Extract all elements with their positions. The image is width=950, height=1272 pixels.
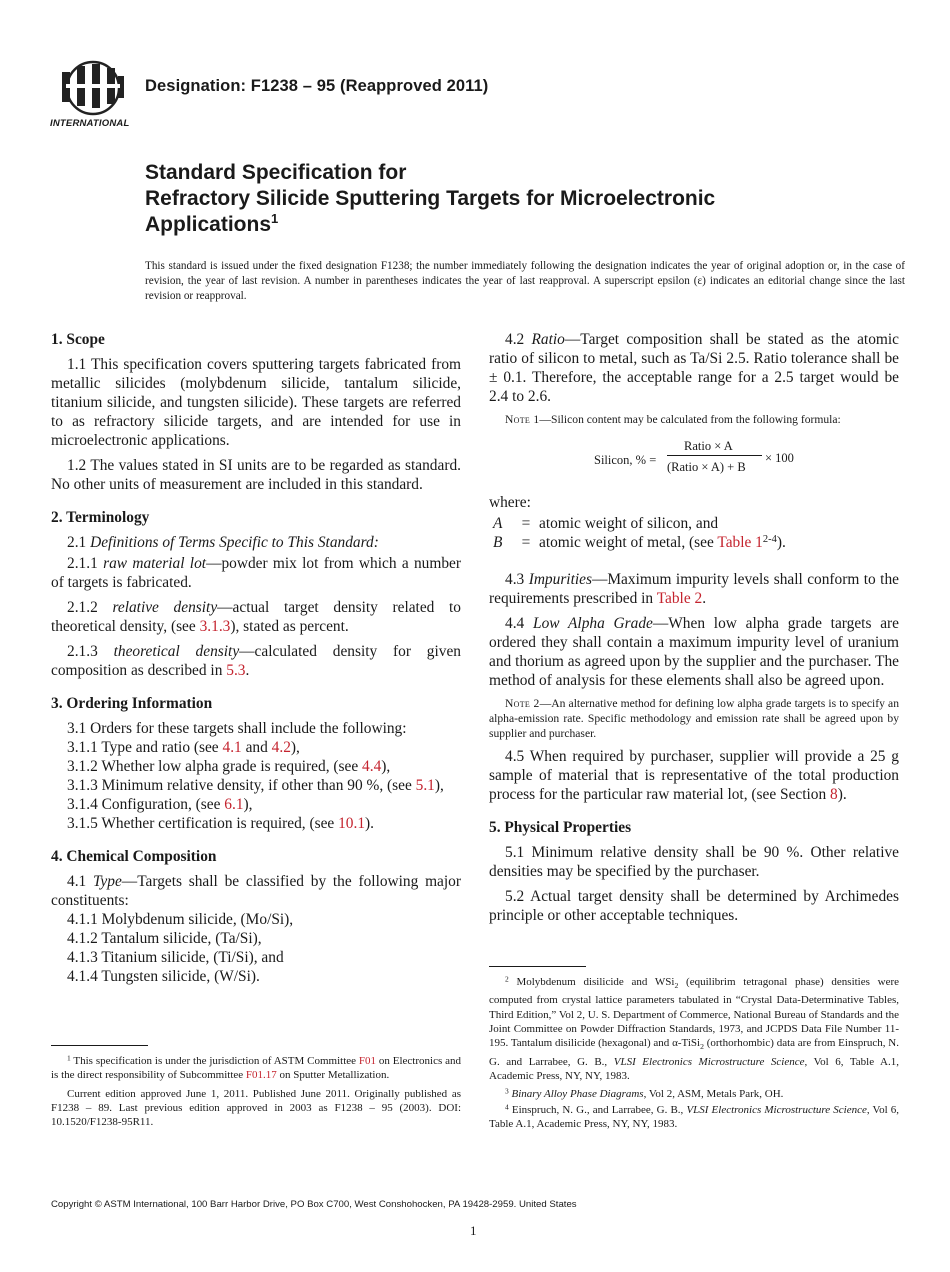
para-2-1-2: 2.1.2 relative density—actual target density related to theoretical density, (see 3.1.3), stated as percent. bbox=[51, 599, 461, 635]
title-line-2: Refractory Silicide Sputtering Targets for Microelectronic bbox=[145, 187, 716, 210]
item-4-1-2: 4.1.2 Tantalum silicide, (Ta/Si), bbox=[67, 930, 262, 947]
formula-denominator: (Ratio × A) + B bbox=[667, 460, 746, 474]
item-4-1-3: 4.1.3 Titanium silicide, (Ti/Si), and bbox=[67, 949, 284, 966]
formula-fraction-bar bbox=[667, 455, 762, 456]
copyright: Copyright © ASTM International, 100 Barr Harbor Drive, PO Box C700, West Conshohocken, PA 19428-2959. United States bbox=[51, 1199, 577, 1210]
item-3-1-5: 3.1.5 Whether certification is required, (see 10.1). bbox=[67, 815, 375, 832]
document-title bbox=[145, 160, 865, 238]
para-1-2: 1.2 The values stated in SI units are to be regarded as standard. No other units of measurement are included in this standard. bbox=[51, 457, 461, 493]
para-4-1: 4.1 Type—Targets shall be classified by the following major constituents: bbox=[51, 873, 461, 909]
para-4-2: 4.2 Ratio—Target composition shall be stated as the atomic ratio of silicon to metal, such as Ta/Si 2.5. Ratio tolerance shall be ± 0.1. Therefore, the acceptable range for a 2.5 target would be 2.4 to 2.6. bbox=[489, 331, 899, 405]
left-column bbox=[51, 330, 461, 992]
link-6-1[interactable]: 6.1 bbox=[224, 796, 244, 813]
item-4-1-4: 4.1.4 Tungsten silicide, (W/Si). bbox=[67, 968, 260, 985]
title-line-1: Standard Specification for bbox=[145, 161, 407, 184]
para-4-4: 4.4 Low Alpha Grade—When low alpha grade targets are ordered they shall contain a maximum impurity level of uranium and thorium as agreed upon by the supplier and the purchaser. The method of analysis for these elements shall also be agreed upon. bbox=[489, 615, 899, 689]
astm-logo bbox=[52, 58, 134, 132]
right-column bbox=[489, 330, 899, 931]
section-4-heading: 4. Chemical Composition bbox=[51, 848, 217, 865]
formula-tail: × 100 bbox=[765, 451, 794, 465]
para-2-1: 2.1 Definitions of Terms Specific to This Standard: bbox=[67, 534, 379, 551]
footnote-rule-right bbox=[489, 966, 586, 967]
note-2: Note 2—An alternative method for defining low alpha grade targets is to specify an alpha-emission rate. Specific methodology and emission rate shall be agreed upon by supplier and purchaser. bbox=[489, 697, 899, 740]
footnote-2: $^2$ Molybdenum disilicide and WSi$_2$ (equilibrim tetragonal phase) densities were computed from crystal lattice parameters tabulated in “Crystal Data-Determinative Tables, Third Edition,” Vol 2, U. S. Department of Commerce, National Bureau of Standards and the Joint Committee on Powder Diffraction Standards, 1973, and JCPDS Data File Number 11-195. Tantalum disilicide (hexagonal) and α-TiSi$_2$ (orthorhombic) data are from Einspruch, N. G. and Larrabee, G. B., VLSI Electronics Microstructure Science, Vol 6, Table A.1, Academic Press, NY, NY, 1983. bbox=[489, 974, 899, 1083]
link-f01[interactable]: F01 bbox=[358, 1055, 377, 1067]
para-5-2: 5.2 Actual target density shall be determined by Archimedes principle or other acceptable techniques. bbox=[489, 888, 899, 924]
para-3-1: 3.1 Orders for these targets shall include the following: bbox=[67, 720, 407, 737]
footnote-4: $^4$ Einspruch, N. G., and Larrabee, G. B., VLSI Electronics Microstructure Science, Vol 6, Table A.1, Academic Press, NY, NY, 1983. bbox=[489, 1102, 900, 1131]
item-3-1-4: 3.1.4 Configuration, (see 6.1), bbox=[67, 796, 253, 813]
definition-b: B = atomic weight of metal, (see Table 1$^{2-4}$). bbox=[493, 533, 786, 551]
footnotes-left bbox=[51, 1039, 461, 1133]
note-1: Note 1—Silicon content may be calculated from the following formula: bbox=[505, 413, 841, 426]
link-f01-17[interactable]: F01.17 bbox=[245, 1069, 277, 1082]
title-line-3-text: Applications bbox=[145, 213, 272, 236]
definitions bbox=[489, 514, 899, 552]
item-3-1-2: 3.1.2 Whether low alpha grade is required, (see 4.4), bbox=[67, 758, 391, 775]
section-2-heading: 2. Terminology bbox=[51, 509, 150, 526]
item-3-1-3: 3.1.3 Minimum relative density, if other than 90 %, (see 5.1), bbox=[67, 777, 444, 794]
link-10-1[interactable]: 10.1 bbox=[338, 815, 366, 832]
definition-a: A = atomic weight of silicon, and bbox=[493, 515, 719, 532]
page-number: 1 bbox=[470, 1223, 477, 1238]
item-4-1-1: 4.1.1 Molybdenum silicide, (Mo/Si), bbox=[67, 911, 294, 928]
formula-lhs: Silicon, % = bbox=[594, 453, 657, 467]
para-4-5: 4.5 When required by purchaser, supplier will provide a 25 g sample of material that is representative of the total production process for the particular raw material lot, (see Section 8). bbox=[489, 748, 899, 803]
link-section-8[interactable]: 8 bbox=[830, 786, 838, 803]
footnote-rule bbox=[51, 1045, 148, 1046]
link-table-1[interactable]: Table 1 bbox=[717, 534, 763, 551]
link-table-2[interactable]: Table 2 bbox=[656, 590, 703, 607]
para-2-1-3: 2.1.3 theoretical density—calculated density for given composition as described in 5.3. bbox=[51, 643, 462, 679]
para-5-1: 5.1 Minimum relative density shall be 90 %. Other relative densities may be specified by the purchaser. bbox=[489, 844, 899, 880]
section-1-heading: 1. Scope bbox=[51, 331, 105, 348]
where-label: where: bbox=[489, 494, 531, 511]
para-4-3: 4.3 Impurities—Maximum impurity levels shall conform to the requirements prescribed in Table 2. bbox=[489, 571, 899, 607]
link-5-3[interactable]: 5.3 bbox=[226, 662, 246, 679]
title-footnote-mark[interactable]: 1 bbox=[271, 211, 279, 226]
para-2-1-1: 2.1.1 raw material lot—powder mix lot from which a number of targets is fabricated. bbox=[51, 555, 461, 591]
link-3-1-3[interactable]: 3.1.3 bbox=[199, 618, 231, 635]
link-4-2[interactable]: 4.2 bbox=[271, 739, 291, 756]
issued-note: This standard is issued under the fixed designation F1238; the number immediately following the designation indicates the year of original adoption or, in the case of revision, the year of last revision. A number in parentheses indicates the year of last reapproval. A superscript epsilon (ε) indicates an editorial change since the last revision or reapproval. bbox=[145, 260, 905, 302]
formula-numerator: Ratio × A bbox=[684, 439, 733, 453]
footnote-1-edition: Current edition approved June 1, 2011. Published June 2011. Originally published as F1238 – 89. Last previous edition approved in 2003 as F1238 – 95 (2003). DOI: 10.1520/F1238-95R11. bbox=[51, 1087, 461, 1129]
section-3-heading: 3. Ordering Information bbox=[51, 695, 213, 712]
para-1-1: 1.1 This specification covers sputtering targets fabricated from metallic silicides (molybdenum silicide, tantalum silicide, titanium silicide, and tungsten silicide). These targets are referred to as refractory silicide targets, and are intended for use in microelectronic applications. bbox=[51, 356, 461, 449]
footnote-1: $^1$ This specification is under the jurisdiction of ASTM Committee F01 on Electronics and is the direct responsibility of Subcommittee F01.17 on Sputter Metallization. bbox=[51, 1053, 461, 1082]
link-5-1[interactable]: 5.1 bbox=[415, 777, 435, 794]
item-3-1-1: 3.1.1 Type and ratio (see 4.1 and 4.2), bbox=[67, 739, 300, 756]
footnotes-right bbox=[489, 960, 899, 1135]
designation: Designation: F1238 – 95 (Reapproved 2011) bbox=[145, 77, 489, 95]
link-4-4[interactable]: 4.4 bbox=[362, 758, 382, 775]
silicon-formula bbox=[489, 433, 899, 487]
link-4-1[interactable]: 4.1 bbox=[222, 739, 242, 756]
title-line-3 bbox=[145, 212, 865, 238]
footnote-3: $^3$ Binary Alloy Phase Diagrams, Vol 2, ASM, Metals Park, OH. bbox=[505, 1086, 784, 1101]
section-5-heading: 5. Physical Properties bbox=[489, 819, 632, 836]
logo-text: INTERNATIONAL bbox=[50, 118, 130, 129]
